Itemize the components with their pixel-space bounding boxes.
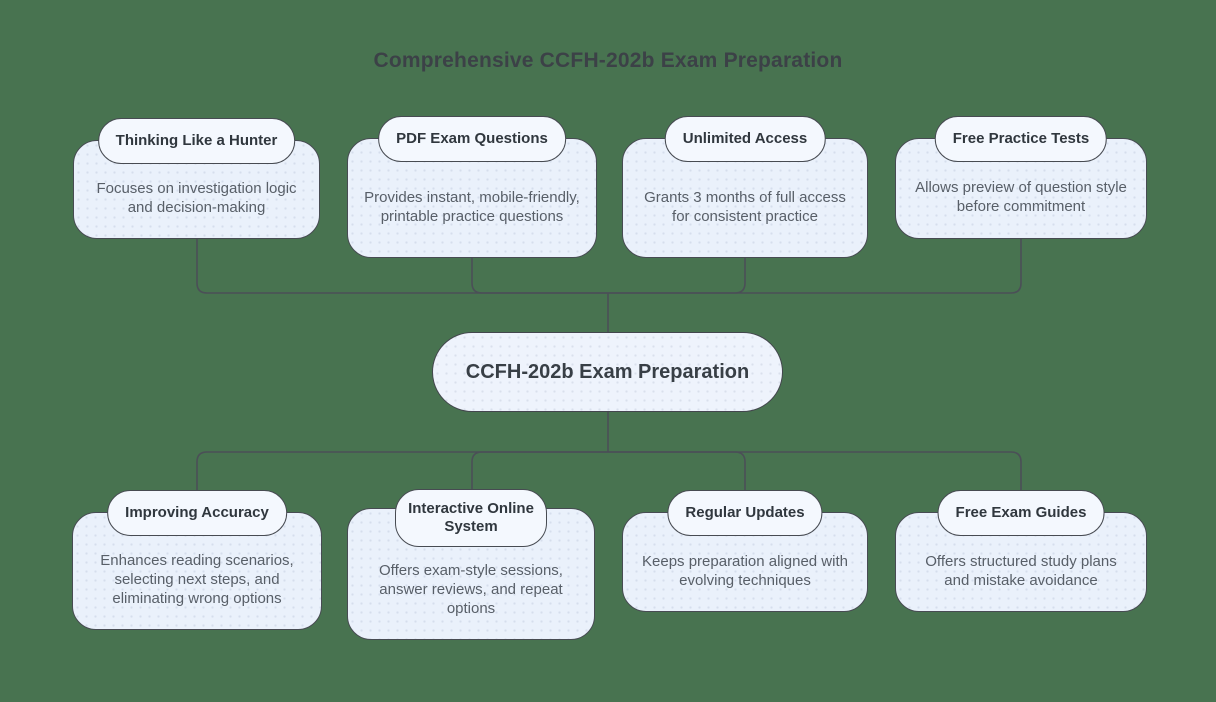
node-label-pill: Free Exam Guides [938,490,1105,536]
node-label-pill: PDF Exam Questions [378,116,566,162]
node-card-improving-accuracy [72,504,322,630]
edge-bottom-4 [608,452,1021,490]
edge-bottom-2 [472,452,608,489]
node-label-pill: Unlimited Access [665,116,826,162]
node-label-pill: Regular Updates [667,490,822,536]
node-description: Offers structured study plans and mistake avoidance [925,552,1117,589]
node-description: Focuses on investigation logic and decision-making [96,180,297,216]
edge-top-2 [472,258,608,293]
node-description: Allows preview of question style before commitment [915,179,1127,215]
node-description: Enhances reading scenarios, selecting next steps, and eliminating wrong options [100,552,294,607]
node-description: Grants 3 months of full access for consistent practice [644,188,846,225]
edge-top-3 [608,258,745,293]
node-card-free-practice-tests [895,130,1147,239]
node-description: Keeps preparation aligned with evolving techniques [642,552,848,589]
edge-bottom-1 [197,452,608,490]
node-card-thinking-like-a-hunter [73,132,320,239]
edge-bottom-3 [608,452,745,490]
center-node-label: CCFH-202b Exam Preparation [465,360,750,383]
node-card-free-exam-guides [895,504,1147,612]
node-label-pill: Free Practice Tests [935,116,1107,162]
node-description: Offers exam-style sessions, answer reviews, and repeat options [379,562,563,617]
diagram-title: Comprehensive CCFH-202b Exam Preparation [373,49,843,72]
node-label-pill: Interactive Online System [395,489,547,547]
node-description: Provides instant, mobile-friendly, printable practice questions [364,188,580,225]
node-card-regular-updates [622,504,868,612]
node-card-interactive-online-system [347,500,595,640]
node-card-pdf-exam-questions [347,130,597,258]
node-card-unlimited-access [622,130,868,258]
center-node [432,332,783,412]
node-label-pill: Improving Accuracy [107,490,287,536]
node-label-pill: Thinking Like a Hunter [98,118,296,164]
